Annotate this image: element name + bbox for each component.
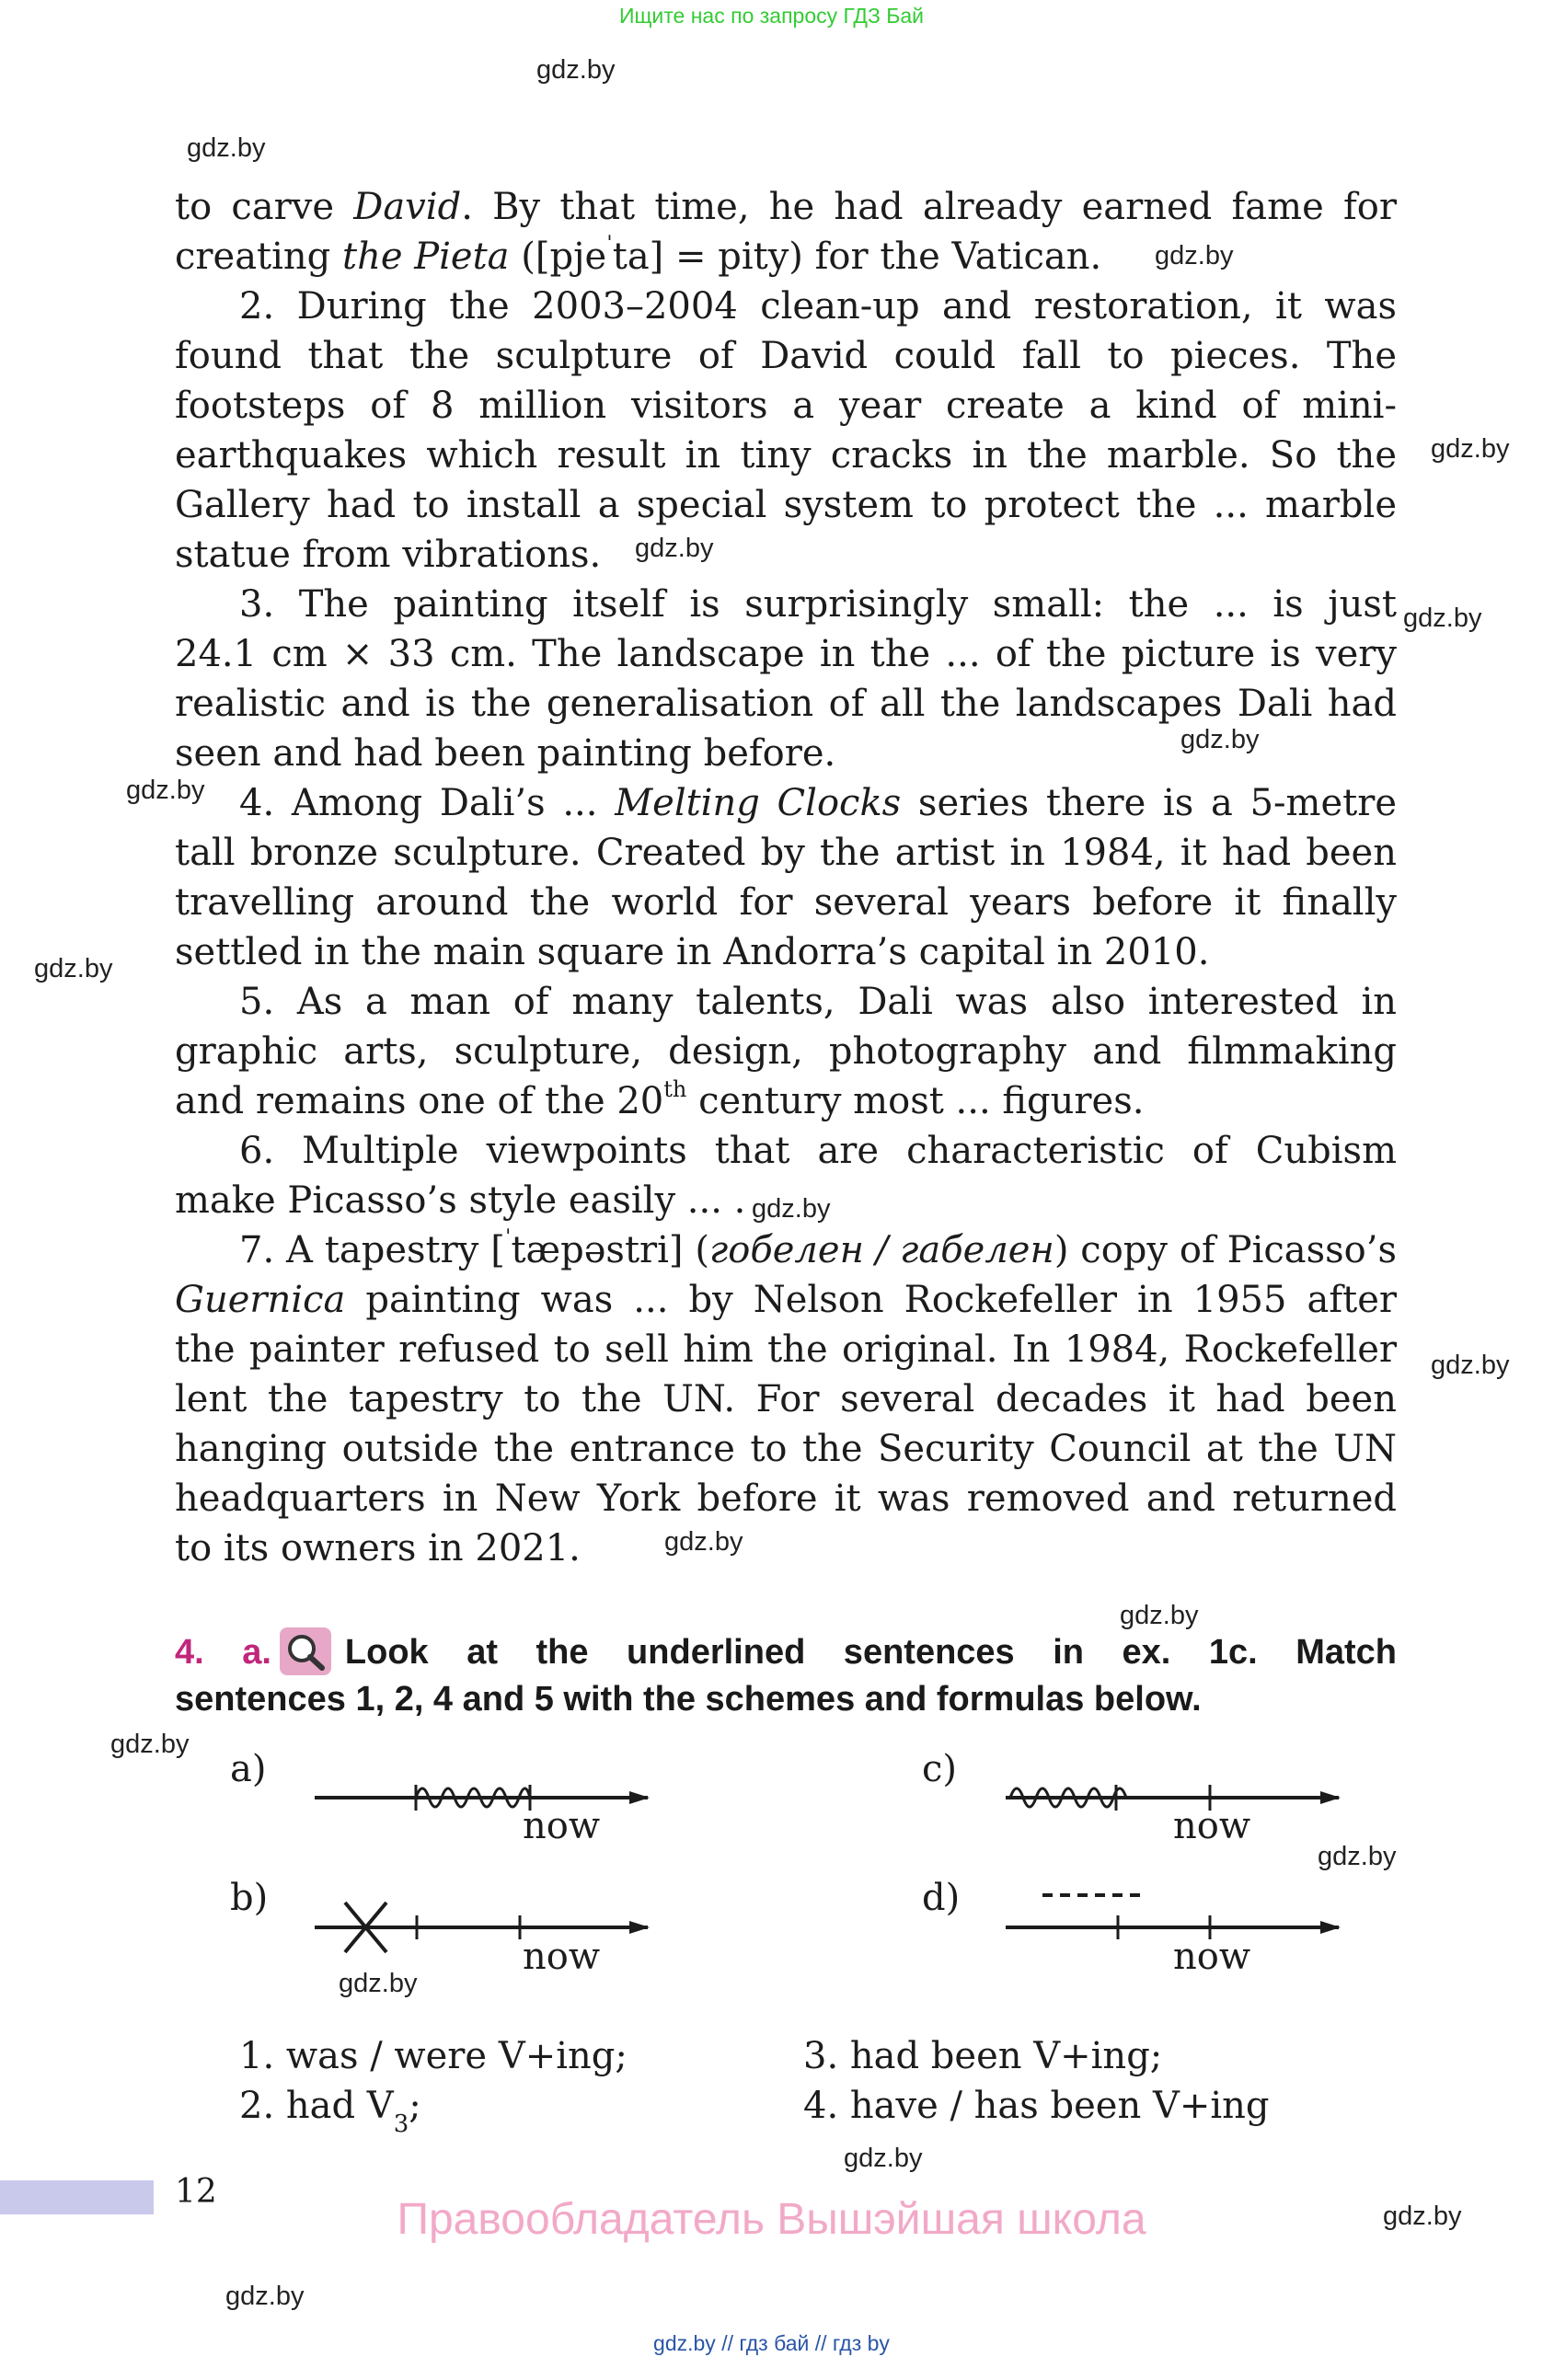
watermark: gdz.by — [1431, 1351, 1510, 1380]
text-fragment: 6. Multiple viewpoints that are characteristic of Cubism — [239, 1130, 1397, 1172]
watermark: gdz.by — [225, 2282, 305, 2311]
now-label: now — [523, 1805, 601, 1847]
watermark: gdz.by — [635, 534, 714, 563]
text-fragment: Guernica — [175, 1279, 346, 1321]
watermark: gdz.by — [1383, 2202, 1462, 2231]
text-fragment: tæpəstri] ( — [511, 1229, 710, 1271]
now-label: now — [523, 1936, 601, 1978]
text-fragment: the Pieta — [342, 236, 510, 278]
text-fragment: ˈ — [606, 231, 613, 258]
text-fragment: . By that time, he had already earned fame for — [461, 186, 1397, 228]
watermark: gdz.by — [752, 1194, 831, 1224]
text-fragment: found that the sculpture of David could fall to pieces. The — [175, 335, 1397, 377]
formula-2: 2. had $V_3$; — [239, 2085, 421, 2138]
watermark: gdz.by — [187, 133, 266, 163]
text-fragment: David — [353, 186, 462, 228]
text-fragment: painting was ... by Nelson Rockefeller in 1955 after — [345, 1279, 1397, 1321]
text-fragment: Gallery had to install a special system to protect the ... marble — [175, 484, 1397, 526]
formula-3: 3. had been V+ing; — [803, 2035, 1163, 2077]
text-fragment: 3. The painting itself is surprisingly small: the ... is just — [239, 583, 1397, 626]
text-fragment: Melting Clocks — [615, 782, 902, 824]
diagram-label-b: b) — [230, 1877, 269, 1919]
text-fragment: 7. A tapestry [ — [239, 1229, 505, 1271]
page-number: 12 — [175, 2173, 217, 2211]
formula-4: 4. have / has been V+ing — [803, 2085, 1270, 2127]
diagram-label-a: a) — [230, 1748, 267, 1790]
text-fragment: lent the tapestry to the UN. For several decades it had been — [175, 1378, 1397, 1420]
text-fragment: ) copy of Picasso’s — [1054, 1229, 1397, 1271]
text-fragment: гобелен / габелен — [709, 1229, 1054, 1271]
text-fragment: and remains one of the 20 — [175, 1080, 664, 1122]
watermark: gdz.by — [664, 1527, 743, 1557]
bottom-links[interactable]: gdz.by // гдз бай // гдз by — [653, 2331, 890, 2355]
text-fragment: to carve — [175, 186, 354, 228]
text-fragment: ˈ — [504, 1224, 512, 1251]
watermark: gdz.by — [34, 954, 113, 983]
task-number: 4. a. — [175, 1633, 271, 1672]
diagram-label-c: c) — [922, 1748, 958, 1790]
scheme-c — [1006, 1785, 1339, 1811]
watermark: gdz.by — [1318, 1842, 1397, 1871]
diagram-label-d: d) — [922, 1877, 961, 1919]
now-label: now — [1173, 1805, 1251, 1847]
text-fragment: realistic and is the generalisation of all the landscapes Dali had — [175, 683, 1397, 725]
text-fragment: statue from vibrations. — [175, 534, 602, 576]
watermark: gdz.by — [126, 776, 205, 805]
text-fragment: th — [663, 1075, 687, 1102]
watermark: gdz.by — [110, 1730, 190, 1759]
text-fragment: creating — [175, 236, 342, 278]
text-fragment: seen and had been painting before. — [175, 732, 836, 775]
text-fragment: the painter refused to sell him the original. In 1984, Rockefeller — [175, 1328, 1397, 1371]
top-banner[interactable]: Ищите нас по запросу ГДЗ Бай — [618, 4, 925, 28]
text-fragment: 5. As a man of many talents, Dali was also interested in — [239, 981, 1397, 1023]
watermark: gdz.by — [339, 1969, 418, 1998]
watermark: gdz.by — [1431, 434, 1510, 464]
text-fragment: graphic arts, sculpture, design, photography and filmmaking — [175, 1030, 1397, 1073]
text-fragment: travelling around the world for several years before it finally — [175, 881, 1397, 924]
watermark: gdz.by — [1155, 241, 1234, 270]
text-fragment: tall bronze sculpture. Created by the artist in 1984, it had been — [175, 832, 1397, 874]
text-fragment: century most ... figures. — [686, 1080, 1145, 1122]
text-fragment: settled in the main square in Andorra’s capital in 2010. — [175, 931, 1210, 973]
text-fragment: ta] = pity) for the Vatican. — [612, 236, 1102, 278]
text-fragment: headquarters in New York before it was removed and returned — [175, 1477, 1397, 1520]
watermark: gdz.by — [1120, 1601, 1199, 1630]
scheme-d — [1006, 1895, 1339, 1939]
text-fragment: 4. Among Dali’s ... — [239, 782, 616, 824]
text-fragment: make Picasso’s style easily ... . — [175, 1179, 746, 1222]
text-fragment: series there is a 5-metre — [901, 782, 1398, 824]
task-line-2: sentences 1, 2, 4 and 5 with the schemes and formulas below. — [175, 1680, 1202, 1719]
text-fragment: ([pje — [509, 236, 607, 278]
text-fragment: hanging outside the entrance to the Security Council at the UN — [175, 1428, 1397, 1470]
watermark: gdz.by — [1180, 725, 1260, 754]
text-fragment: to its owners in 2021. — [175, 1527, 581, 1569]
watermark: gdz.by — [536, 55, 616, 85]
task-line-1: Look at the underlined sentences in ex. 1c. Match — [344, 1633, 1397, 1672]
watermark: gdz.by — [844, 2144, 923, 2173]
text-fragment: 24.1 cm × 33 cm. The landscape in the ... of the picture is very — [175, 633, 1397, 675]
watermark: gdz.by — [1403, 604, 1482, 633]
formula-1: 1. was / were V+ing; — [239, 2035, 628, 2077]
text-fragment: footsteps of 8 million visitors a year create a kind of mini- — [175, 385, 1397, 427]
copyright-notice: Правообладатель Вышэйшая школа — [397, 2195, 1146, 2244]
text-fragment: 2. During the 2003–2004 clean-up and restoration, it was — [239, 285, 1397, 328]
text-fragment: earthquakes which result in tiny cracks in the marble. So the — [175, 434, 1397, 477]
now-label: now — [1173, 1936, 1251, 1978]
